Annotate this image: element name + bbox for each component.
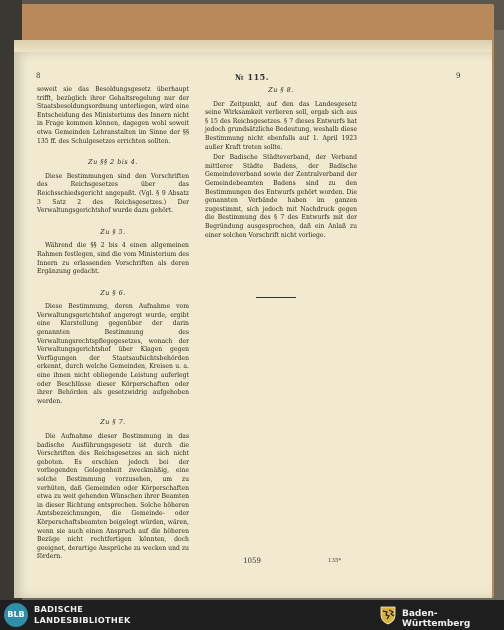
blb-library-name[interactable] [34, 604, 131, 626]
paragraph: Der Badische Städteverband, der Verband mittlerer Städte Badens, der Badische Gemeindeverband sowie der Zentralverband der Gemeindebeamten Badens sind zu den Bestimmungen des Entwurfs gehört worden. Die genannten Verbände haben im ganzen zugestimmt, sich jedoch mit Nachdruck gegen die Bestimmung des § 7 des Entwurfs mit der Begründung ausgesprochen, daß ein Anlaß zu einer solchen Vorschrift nicht vorliege. [205, 154, 357, 239]
footer-page-total: 1059 [243, 557, 261, 565]
section-heading: Zu §§ 2 bis 4. [88, 158, 138, 167]
paragraph: Der Zeitpunkt, auf den das Landesgesetz seine Wirksamkeit verlieren soll, ergab sich aus § 15 des Reichsgesetzes. § 7 dieses Entwurfs hat jedoch grundsätzliche Bedeutung, weshalb diese Bestimmung nicht ebenfalls auf 1. April 1923 außer Kraft treten sollte. [205, 100, 357, 151]
paragraph: Während die §§ 2 bis 4 einen allgemeinen Rahmen festlegen, sind die vom Ministerium des Innern zu erlassenden Vorschriften als deren Ergänzung gedacht. [37, 242, 189, 276]
blb-name-line1: BADISCHE [34, 604, 84, 614]
paragraph: Diese Bestimmungen sind den Vorschriften des Reichsgesetzes über das Reichsschiedsgericht angepaßt. (Vgl. § 9 Absatz 3 Satz 2 des Reichsgesetzes.) Der Verwaltungsgerichtshof wurde dazu gehört. [37, 172, 189, 215]
left-text-column [37, 86, 189, 564]
section-heading: Zu § 6. [100, 288, 126, 297]
blb-name-line2: LANDESBIBLIOTHEK [34, 615, 131, 625]
right-text-column [205, 86, 357, 242]
section-divider [256, 297, 296, 298]
section-heading: Zu § 7. [100, 418, 126, 427]
paragraph: Diese Bestimmung, deren Aufnahme vom Verwaltungsgerichtshof angeregt wurde, ergibt eine Klarstellung gegenüber der darin genannten Bestimmung des Verwaltungsrechtspflegegesetzes, wonach der Verwaltungsgerichtshof über Klagen gegen Verfügungen der Staatsaufsichtsbehörden erkennt, durch welche Gemeinden, Kreisen u. a. eine ihnen nicht obliegende Leistung auferlegt oder Beschlüsse dieser Körperschaften oder ihrer Behörden als gesetzwidrig aufgehoben werden. [37, 303, 189, 405]
section-heading: Zu § 8. [268, 86, 294, 94]
paragraph: Die Aufnahme dieser Bestimmung in das badische Ausführungsgesetz ist durch die Vorschriften des Reichsgesetzes an sich nicht geboten. Es erschien jedoch bei der vorliegenden Gelegenheit zweckmäßig, eine solche Bestimmung vorzusehen, um zu verhüten, daß Gemeinden oder Körperschaften etwa zu weit gehenden Wünschen ihrer Beamten in dieser Richtung entsprechen. Solche höheren Amtsbezeichnungen, die Gemeinde- oder Körperschaftsbeamten beigelegt würden, wären, wenn sie auch einen Anspruch auf die höheren Bezüge nicht rechtfertigen könnten, doch geeignet, derartige Ansprüche zu wecken und zu fördern. [37, 433, 189, 561]
issue-number: № 115. [235, 72, 269, 82]
paragraph: soweit sie das Besoldungsgesetz überhaupt trifft, bezüglich ihrer Gehaltsregelung nur der Staatsbesoldungsordnung unterliegen, wird eine Entscheidung des Ministeriums des Innern nicht in Frage kommen können, dagegen wohl soweit etwa Gemeinden Lehranstalten im Sinne der §§ 135 ff. des Schulgesetzes errichten sollten. [37, 86, 189, 145]
blb-logo-icon[interactable]: BLB [4, 603, 28, 627]
right-page-number: 9 [456, 72, 461, 80]
section-heading: Zu § 5. [100, 227, 126, 236]
left-page-number: 8 [36, 72, 41, 80]
state-name[interactable]: Baden-Württemberg [402, 609, 471, 629]
footer-sheet-mark: 135* [328, 558, 342, 564]
coat-of-arms-icon [377, 604, 399, 626]
